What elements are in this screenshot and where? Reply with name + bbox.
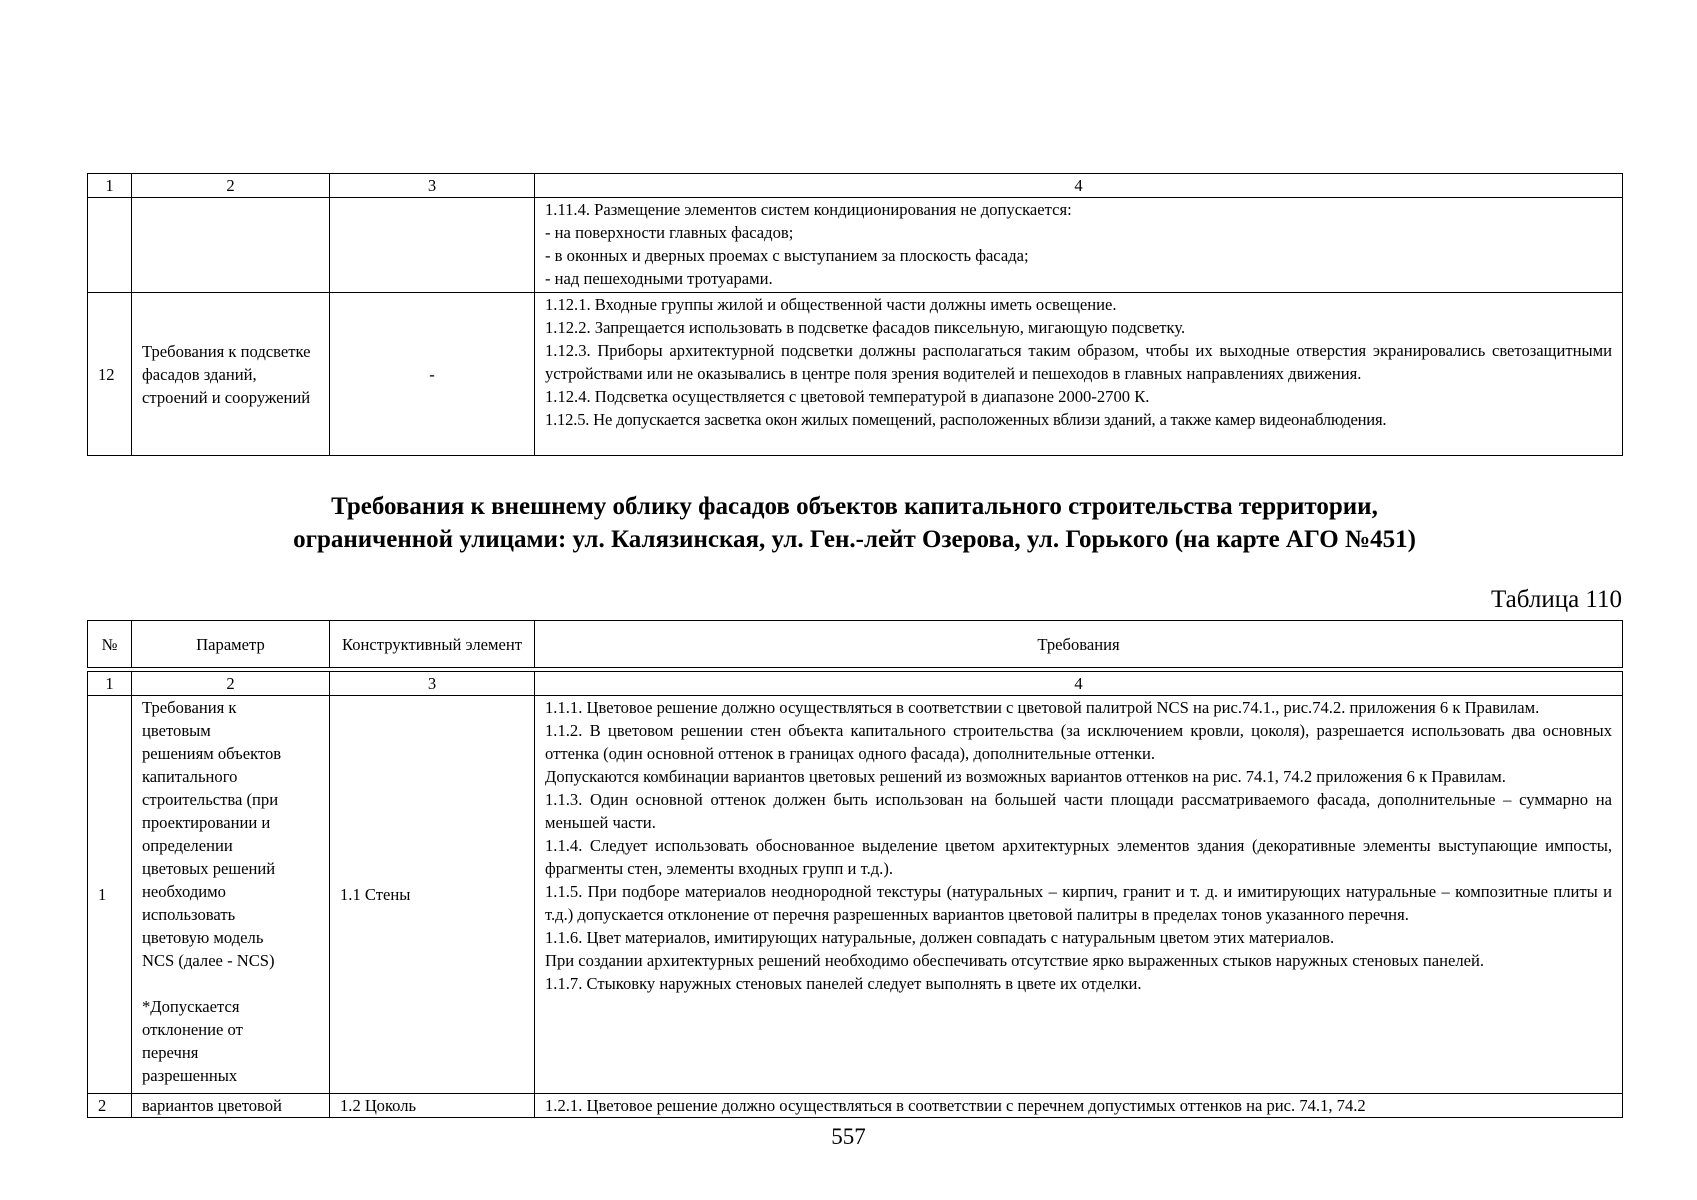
section-heading	[87, 490, 1622, 556]
parameter-line	[142, 972, 325, 995]
continuation-table	[87, 173, 1623, 456]
column-header-requirements: Требования	[535, 621, 1623, 668]
requirement-text: При создании архитектурных решений необходимо обеспечивать отсутствие ярко выраженных стыков наружных стеновых панелей.	[545, 951, 1485, 970]
parameter-line: *Допускается	[142, 997, 240, 1016]
page-number: 557	[831, 1124, 866, 1149]
requirement-text: 1.11.4. Размещение элементов систем кондиционирования не допускается:	[545, 200, 1072, 219]
table-header-row	[88, 174, 1623, 198]
requirements-cell	[535, 1094, 1623, 1118]
parameter-line: NCS (далее - NCS)	[142, 951, 275, 970]
parameter-cell	[132, 696, 330, 1094]
column-number: 1	[88, 174, 132, 198]
column-number: 1	[88, 672, 132, 696]
requirement-text: 1.12.1. Входные группы жилой и общественной части должны иметь освещение.	[545, 295, 1117, 314]
table-label: Таблица 110	[1491, 586, 1622, 613]
column-header-parameter: Параметр	[132, 621, 330, 668]
table-row	[88, 198, 1623, 293]
table-numbers-row	[88, 672, 1623, 696]
column-number: 2	[132, 672, 330, 696]
requirement-text: - на поверхности главных фасадов;	[545, 223, 794, 242]
parameter-line: перечня	[142, 1043, 199, 1062]
requirement-text: - над пешеходными тротуарами.	[545, 269, 773, 288]
requirement-text: - в оконных и дверных проемах с выступанием за плоскость фасада;	[545, 246, 1029, 265]
table-row	[88, 696, 1623, 1094]
parameter-line: строительства (при	[142, 790, 279, 809]
table-110-body	[87, 671, 1623, 1118]
row-number: 2	[88, 1094, 132, 1118]
parameter-line: цветовым	[142, 721, 211, 740]
element-cell: 1.2 Цоколь	[330, 1094, 535, 1118]
column-header-number: №	[88, 621, 132, 668]
parameter-line: отклонение от	[142, 1020, 243, 1039]
parameter-line: использовать	[142, 905, 236, 924]
requirement-text: 1.1.2. В цветовом решении стен объекта капитального строительства (за исключением кровли, цоколя), разрешается использовать два основных оттенка (один основной оттенок в границах одного фасада), дополнительные оттенки.	[545, 721, 1612, 763]
table-row	[88, 1094, 1623, 1118]
parameter-cell: вариантов цветовой	[132, 1094, 330, 1118]
requirements-cell	[535, 293, 1623, 456]
requirements-cell	[535, 198, 1623, 293]
parameter-line: проектировании и	[142, 813, 271, 832]
requirement-text: 1.12.2. Запрещается использовать в подсветке фасадов пиксельную, мигающую подсветку.	[545, 318, 1186, 337]
column-number: 4	[535, 174, 1623, 198]
parameter-line: цветовую модель	[142, 928, 264, 947]
row-number: 12	[88, 293, 132, 456]
requirement-text: 1.1.7. Стыковку наружных стеновых панелей следует выполнять в цвете их отделки.	[545, 974, 1142, 993]
requirement-text: 1.1.5. При подборе материалов неоднородной текстуры (натуральных – кирпич, гранит и т. д. и имитирующих натуральные – композитные плиты и т.д.) допускается отклонение от перечня разрешенных вариантов цветовой палитры в пределах тонов указанного перечня.	[545, 882, 1612, 924]
column-number: 3	[330, 174, 535, 198]
requirement-text: 1.12.3. Приборы архитектурной подсветки должны располагаться таким образом, чтобы их выходные отверстия экранировались светозащитными устройствами или не оказывались в центре поля зрения водителей и пешеходов в главных направлениях движения.	[545, 341, 1612, 383]
parameter-line: определении	[142, 836, 233, 855]
heading-line: ограниченной улицами: ул. Калязинская, ул. Ген.-лейт Озерова, ул. Горького (на карте АГО №451)	[293, 526, 1416, 553]
requirement-text: 1.2.1. Цветовое решение должно осуществляться в соответствии с перечнем допустимых оттенков на рис. 74.1, 74.2	[545, 1096, 1366, 1115]
parameter-line: решениям объектов	[142, 744, 282, 763]
requirement-text: 1.1.6. Цвет материалов, имитирующих натуральные, должен совпадать с натуральным цветом этих материалов.	[545, 928, 1335, 947]
table-header-row	[88, 621, 1623, 668]
element-cell: 1.1 Стены	[330, 696, 535, 1094]
requirement-text: 1.12.4. Подсветка осуществляется с цветовой температурой в диапазоне 2000-2700 К.	[545, 387, 1150, 406]
parameter-line: необходимо	[142, 882, 226, 901]
column-number: 2	[132, 174, 330, 198]
parameter-line: Требования к	[142, 698, 237, 717]
column-number: 4	[535, 672, 1623, 696]
column-number: 3	[330, 672, 535, 696]
parameter-line: разрешенных	[142, 1066, 238, 1085]
requirement-text: 1.1.3. Один основной оттенок должен быть использован на большей части площади рассматриваемого фасада, дополнительные – суммарно на меньшей части.	[545, 790, 1612, 832]
requirement-text: 1.1.1. Цветовое решение должно осуществляться в соответствии с цветовой палитрой NCS на рис.74.1., рис.74.2. приложения 6 к Правилам.	[545, 698, 1540, 717]
heading-line: Требования к внешнему облику фасадов объектов капитального строительства территории,	[331, 493, 1378, 520]
requirement-text: 1.1.4. Следует использовать обоснованное выделение цветом архитектурных элементов здания (декоративные элементы выступающие импосты, фрагменты стен, элементы входных групп и т.д.).	[545, 836, 1612, 878]
parameter-line: цветовых решений	[142, 859, 276, 878]
parameter-cell: Требования к подсветке фасадов зданий, строений и сооружений	[132, 293, 330, 456]
table-110-header	[87, 620, 1623, 668]
element-cell: -	[330, 293, 535, 456]
requirement-text: Допускаются комбинации вариантов цветовых решений из возможных вариантов оттенков на рис. 74.1, 74.2 приложения 6 к Правилам.	[545, 767, 1506, 786]
row-number: 1	[88, 696, 132, 1094]
column-header-element: Конструктивный элемент	[330, 621, 535, 668]
requirement-text: 1.12.5. Не допускается засветка окон жилых помещений, расположенных вблизи зданий, а также камер видеонаблюдения.	[545, 410, 1387, 429]
requirements-cell	[535, 696, 1623, 1094]
table-row	[88, 293, 1623, 456]
parameter-line: капитального	[142, 767, 238, 786]
